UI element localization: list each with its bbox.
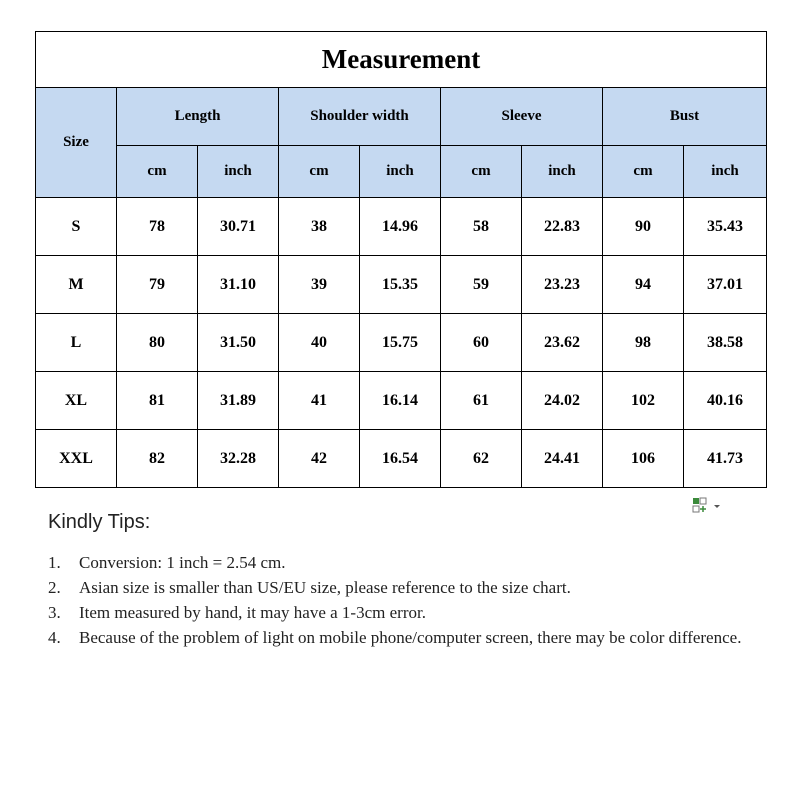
value-cell: 31.10: [198, 256, 279, 314]
value-cell: 23.62: [522, 314, 603, 372]
shoulder-width-header: Shoulder width: [279, 88, 441, 146]
table-row: [36, 430, 767, 488]
value-cell: 37.01: [684, 256, 767, 314]
value-cell: 24.41: [522, 430, 603, 488]
value-cell: 41.73: [684, 430, 767, 488]
measurement-table-container: [35, 31, 766, 488]
size-cell: XL: [36, 372, 117, 430]
tip-number: 2.: [48, 578, 61, 597]
tips-title: Kindly Tips:: [48, 511, 151, 533]
tip-number: 3.: [48, 603, 61, 622]
value-cell: 90: [603, 198, 684, 256]
tip-text: Asian size is smaller than US/EU size, please reference to the size chart.: [79, 578, 571, 597]
value-cell: 40: [279, 314, 360, 372]
paste-options-icon[interactable]: [690, 497, 720, 515]
value-cell: 38.58: [684, 314, 767, 372]
value-cell: 82: [117, 430, 198, 488]
value-cell: 39: [279, 256, 360, 314]
value-cell: 16.54: [360, 430, 441, 488]
size-cell: S: [36, 198, 117, 256]
value-cell: 15.75: [360, 314, 441, 372]
value-cell: 81: [117, 372, 198, 430]
value-cell: 16.14: [360, 372, 441, 430]
value-cell: 94: [603, 256, 684, 314]
size-cell: M: [36, 256, 117, 314]
unit-header: cm: [117, 146, 198, 198]
value-cell: 24.02: [522, 372, 603, 430]
value-cell: 102: [603, 372, 684, 430]
value-cell: 14.96: [360, 198, 441, 256]
value-cell: 38: [279, 198, 360, 256]
unit-header: cm: [279, 146, 360, 198]
value-cell: 42: [279, 430, 360, 488]
sleeve-header: Sleeve: [441, 88, 603, 146]
tip-item: [48, 625, 768, 650]
table-row: [36, 198, 767, 256]
tip-item: [48, 575, 768, 600]
length-header: Length: [117, 88, 279, 146]
size-cell: L: [36, 314, 117, 372]
value-cell: 40.16: [684, 372, 767, 430]
value-cell: 80: [117, 314, 198, 372]
value-cell: 31.50: [198, 314, 279, 372]
table-title: Measurement: [36, 32, 767, 88]
bust-header: Bust: [603, 88, 767, 146]
table-row: [36, 372, 767, 430]
value-cell: 58: [441, 198, 522, 256]
value-cell: 79: [117, 256, 198, 314]
value-cell: 32.28: [198, 430, 279, 488]
tip-number: 1.: [48, 553, 61, 572]
value-cell: 59: [441, 256, 522, 314]
measurement-table: [35, 31, 767, 488]
tip-text: Because of the problem of light on mobile phone/computer screen, there may be color difference.: [79, 628, 742, 647]
value-cell: 41: [279, 372, 360, 430]
tip-text: Conversion: 1 inch = 2.54 cm.: [79, 553, 286, 572]
unit-header: cm: [603, 146, 684, 198]
value-cell: 15.35: [360, 256, 441, 314]
tip-text: Item measured by hand, it may have a 1-3cm error.: [79, 603, 426, 622]
unit-header: inch: [684, 146, 767, 198]
value-cell: 22.83: [522, 198, 603, 256]
table-body: [36, 198, 767, 488]
table-row: [36, 256, 767, 314]
table-row: [36, 314, 767, 372]
value-cell: 31.89: [198, 372, 279, 430]
size-header: Size: [36, 88, 117, 198]
tips-list: [48, 550, 768, 650]
tip-item: [48, 600, 768, 625]
value-cell: 35.43: [684, 198, 767, 256]
value-cell: 78: [117, 198, 198, 256]
value-cell: 23.23: [522, 256, 603, 314]
tip-item: [48, 550, 768, 575]
unit-header: inch: [198, 146, 279, 198]
value-cell: 106: [603, 430, 684, 488]
unit-header: inch: [360, 146, 441, 198]
value-cell: 62: [441, 430, 522, 488]
value-cell: 98: [603, 314, 684, 372]
value-cell: 30.71: [198, 198, 279, 256]
unit-header: inch: [522, 146, 603, 198]
tip-number: 4.: [48, 628, 61, 647]
unit-header: cm: [441, 146, 522, 198]
size-cell: XXL: [36, 430, 117, 488]
value-cell: 61: [441, 372, 522, 430]
value-cell: 60: [441, 314, 522, 372]
